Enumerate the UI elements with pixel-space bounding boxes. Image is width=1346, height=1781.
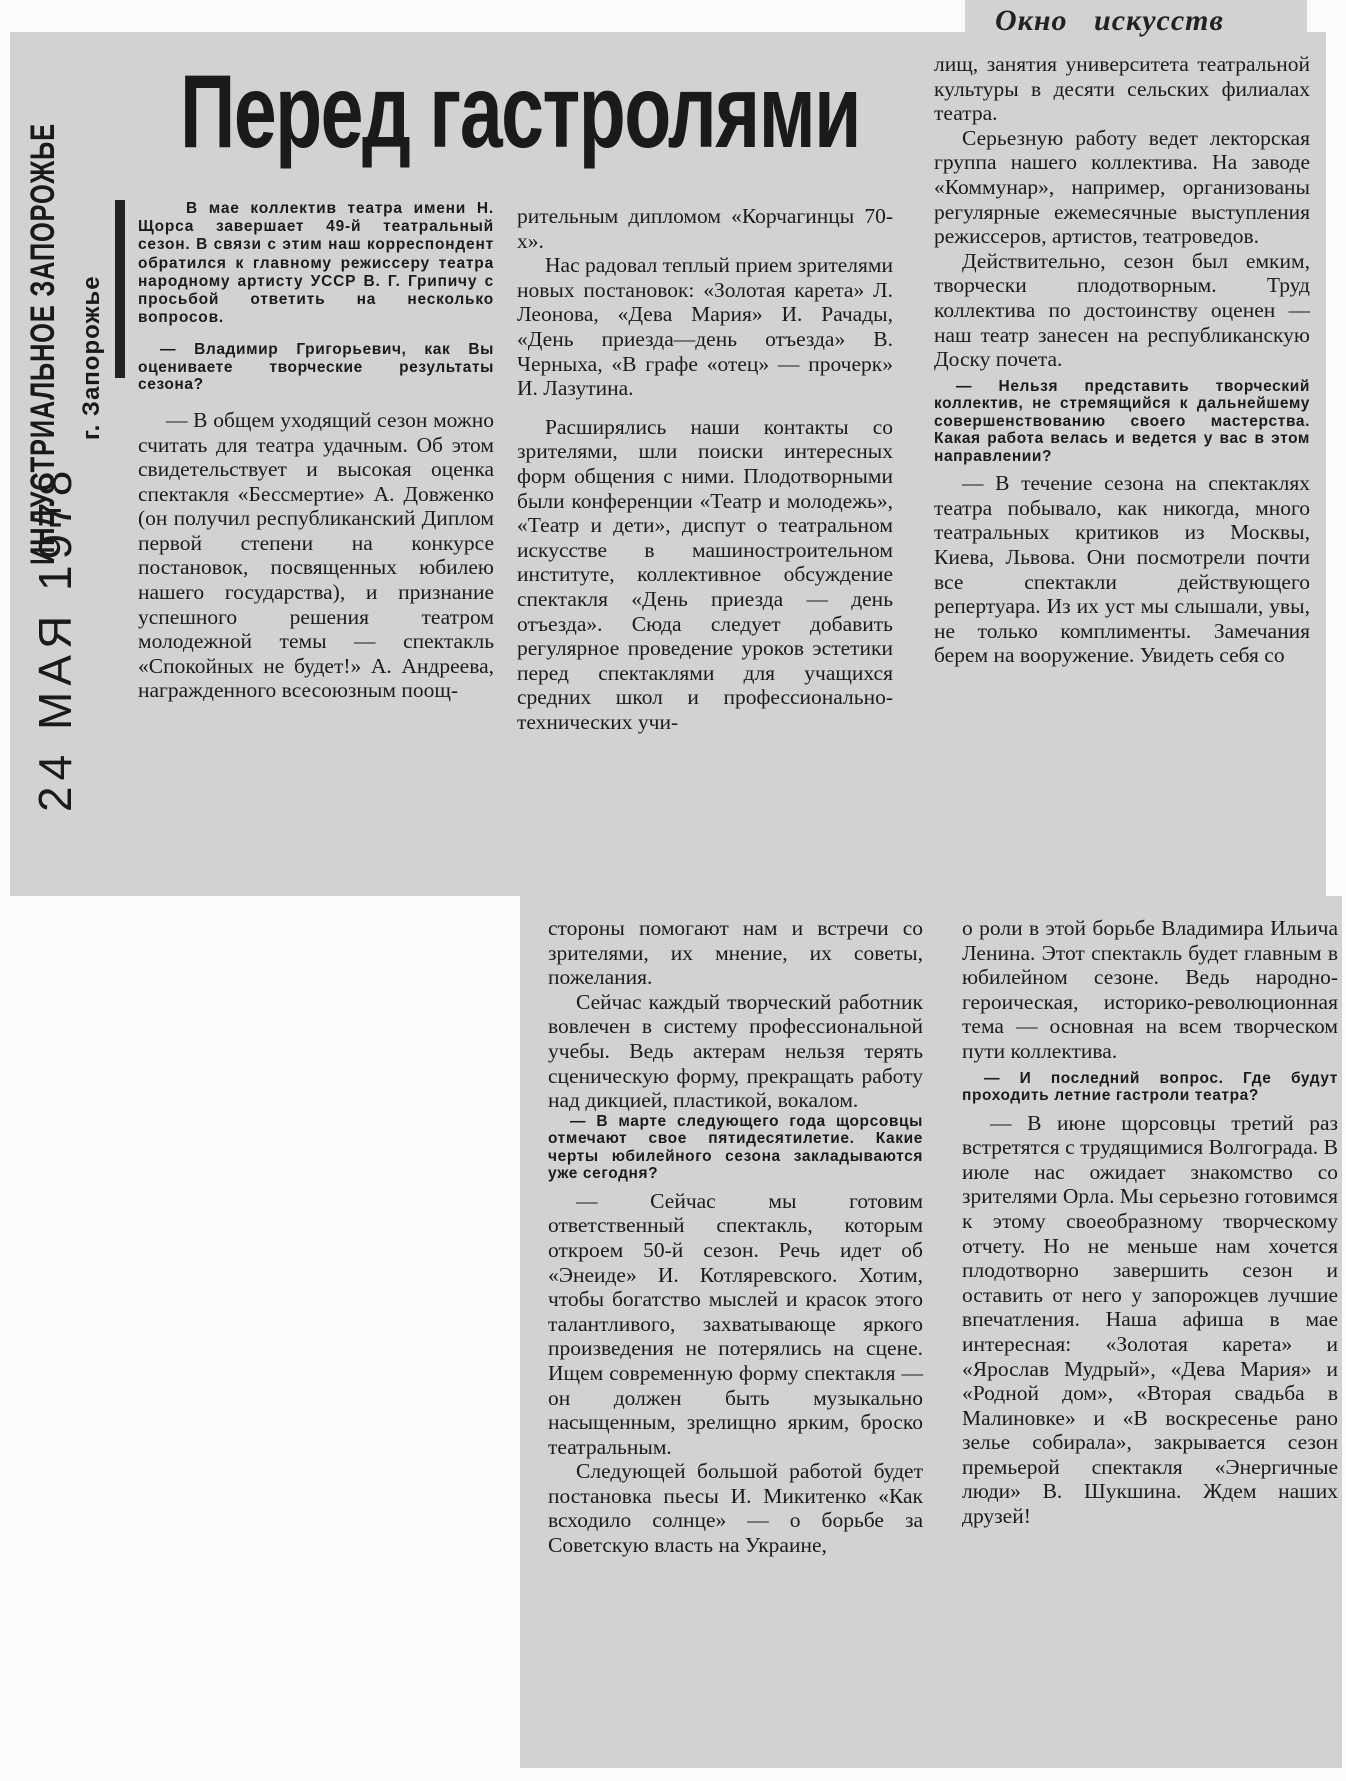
column-4 (548, 916, 923, 1558)
answer-1-part-2: рительным дипломом «Корчагинцы 70-х». (517, 204, 893, 253)
answer-3-part-2: Следующей большой работой будет постановка пьесы И. Микитенко «Как всходило солнце» — о борьбе за Советскую власть на Украине, (548, 1459, 923, 1558)
answer-1-part-7: Действительно, сезон был емким, творчески плодотворным. Труд коллектива по достоинству оценен — наш театр занесен на республиканскую Доску почета. (934, 248, 1310, 372)
column-1 (138, 200, 494, 703)
intro-paragraph: В мае коллектив театра имени Н. Щорса завершает 49-й театральный сезон. В связи с этим наш корреспондент обратился к главному режиссеру театра народному артисту УССР В. Г. Грипичу с просьбой ответить на несколько вопросов. (138, 200, 494, 327)
answer-1-part-1: — В общем уходящий сезон можно считать для театра удачным. Об этом свидетельствует и высокая оценка спектакля «Бессмертие» А. Довженко (он получил республиканский Диплом первой степени на конкурсе постановок, посвященных юбилею нашего государства), и признание успешного решения театром молодежной темы — спектакль «Спокойных не будет!» А. Андреева, награжденного всесоюзным поощ- (138, 407, 494, 703)
answer-4: — В июне щорсовцы третий раз встретятся с трудящимися Волгограда. В июле нас ожидает знакомство со зрителями Орла. Мы серьезно готовимся к этому своеобразному творческому отчету. Но не меньше нам хочется плодотворно завершить сезон и оставить от него у запорожцев лучшие впечатления. Наша афиша в мае интересная: «Золотая карета» и «Ярослав Мудрый», «Дева Мария» и «Родной дом», «Вторая свадьба в Малиновке» и «В воскресенье рано зелье собирала», закрывается сезон премьерой спектакля «Энергичные люди» В. Шукшина. Ждем наших друзей! (962, 1110, 1338, 1529)
answer-2-part-3: Сейчас каждый творческий работник вовлечен в систему профессиональной учебы. Ведь актерам нельзя терять сценическую форму, прекращать работу над дикцией, пластикой, вокалом. (548, 989, 923, 1113)
answer-3-part-3: о роли в этой борьбе Владимира Ильича Ленина. Этот спектакль будет главным в юбилейном сезоне. Ведь народно-героическая, историко-революционная тема — основная на всем творческом пути коллектива. (962, 916, 1338, 1063)
article-headline: Перед гастролями (180, 54, 860, 170)
answer-1-part-6: Серьезную работу ведет лекторская группа нашего коллектива. На заводе «Коммунар», например, организованы регулярные ежемесячные выступления режиссеров, артистов, театроведов. (934, 125, 1310, 249)
question-1: — Владимир Григорьевич, как Вы оцениваете творческие результаты сезона? (138, 341, 494, 394)
intro-rule (115, 200, 125, 378)
newspaper-city: г. Запорожье (78, 275, 105, 440)
answer-1-part-4: Расширялись наши контакты со зрителями, шли поиски интересных форм общения с ними. Плодотворными были конференции «Театр и молодежь», «Театр и дети», диспут о театральном искусстве в машиностроительном институте, коллективное обсуждение спектакля «День приезда — день отъезда». Сюда следует добавить регулярное проведение уроков эстетики перед спектаклями для учащихся средних школ и профессионально-технических учи- (517, 414, 893, 734)
answer-2-part-1: — В течение сезона на спектаклях театра побывало, как никогда, много театральных критиков из Москвы, Киева, Львова. Они посмотрели почти все спектакли действующего репертуара. Из их уст мы слышали, увы, не только комплименты. Замечания берем на вооружение. Увидеть себя со (934, 471, 1310, 668)
newspaper-name: ИНДУСТРИАЛЬНОЕ ЗАПОРОЖЬЕ (24, 123, 62, 565)
column-5 (962, 916, 1338, 1529)
answer-3-part-1: — Сейчас мы готовим ответственный спектакль, которым откроем 50-й сезон. Речь идет об «Энеиде» И. Котляревского. Хотим, чтобы богатство мыслей и красок этого талантливого, захватывающе яркого произведения не потерялись на сцене. Ищем современную форму спектакля — он должен быть музыкально насыщенным, зрелищно ярким, броско театральным. (548, 1188, 923, 1459)
answer-2-part-2: стороны помогают нам и встречи со зрителями, их мнение, их советы, пожелания. (548, 916, 923, 990)
column-2 (517, 204, 893, 734)
rubric-title: Окно искусств (995, 4, 1224, 37)
answer-1-part-5: лищ, занятия университета театральной культуры в десяти сельских филиалах театра. (934, 52, 1310, 126)
question-3: — В марте следующего года щорсовцы отмечают свое пятидесятилетие. Какие черты юбилейного сезона закладываются уже сегодня? (548, 1112, 923, 1183)
question-4: — И последний вопрос. Где будут проходить летние гастроли театра? (962, 1069, 1338, 1105)
date-stamp: 24 МАЯ 1978 (29, 464, 81, 812)
answer-1-part-3: Нас радовал теплый прием зрителями новых постановок: «Золотая карета» Л. Леонова, «Дева Мария» И. Рачады, «День приезда—день отъезда» В. Черныха, «В графе «отец» — прочерк» И. Лазутина. (517, 253, 893, 401)
question-2: — Нельзя представить творческий коллектив, не стремящийся к дальнейшему совершенствованию своего мастерства. Какая работа велась и ведется у вас в этом направлении? (934, 377, 1310, 465)
column-3 (934, 52, 1310, 668)
